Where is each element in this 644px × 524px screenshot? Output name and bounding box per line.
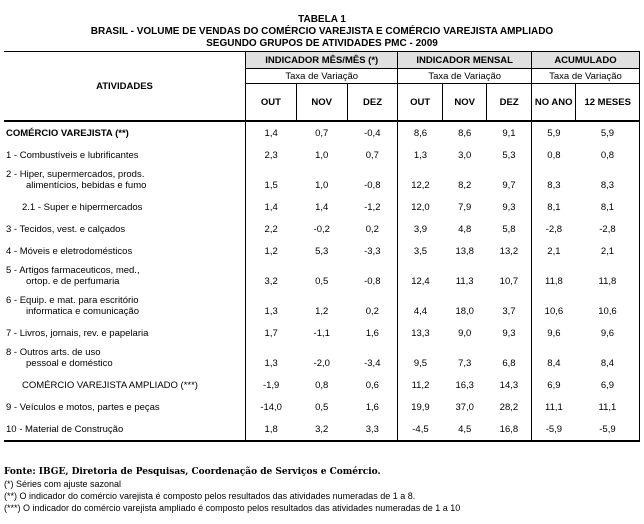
activity-label: 9 - Veículos e motos, partes e peças [6,401,160,413]
value-cell: 5,8 [487,218,531,240]
value-cell: 0,5 [315,401,329,413]
value-cell: 7,3 [458,358,472,369]
value-cell: 1,8 [245,418,296,441]
value-cell: 1,5 [245,180,296,196]
value-cell: 2,1 [531,240,575,262]
column-header-atividades: ATIVIDADES [4,52,245,122]
table-row [4,292,640,306]
value-cell: 11,8 [576,276,640,292]
value-cell: 8,4 [531,358,575,374]
value-cell: 10,6 [531,306,575,322]
value-cell: -3,3 [347,240,398,262]
table-subtitle: SEGUNDO GRUPOS DE ATIVIDADES PMC - 2009 [206,38,438,49]
empty-cell [398,166,442,180]
column-header-dez: DEZ [347,84,398,122]
value-cell: 37,0 [455,401,474,413]
value-cell: -0,8 [347,180,398,196]
activity-label: 3 - Tecidos, vest. e calçados [6,223,126,235]
empty-cell [576,262,640,276]
table-row [4,276,640,292]
empty-cell [296,262,347,276]
value-cell: 0,6 [347,374,398,396]
value-cell: 8,4 [576,358,640,374]
empty-cell [487,262,531,276]
value-cell: -1,2 [347,196,398,218]
value-cell: 1,4 [315,201,329,213]
empty-cell [487,344,531,358]
table-number: TABELA 1 [298,14,346,25]
table-titles [0,14,644,50]
value-cell: 2,1 [576,240,640,262]
activity-label: 2 - Hiper, supermercados, prods. [6,169,145,180]
value-cell: 9,3 [487,196,531,218]
table-row [4,358,640,374]
value-cell: 2,3 [245,144,296,166]
value-cell: 1,2 [315,306,329,317]
table-row [4,218,640,240]
value-cell: -1,1 [313,327,330,339]
value-cell: 1,2 [245,240,296,262]
empty-cell [576,344,640,358]
empty-cell [487,166,531,180]
value-cell: 9,3 [487,322,531,344]
table-row [4,306,640,322]
subheader-taxa-variacao: Taxa de Variação [398,69,531,84]
empty-cell [531,262,575,276]
value-cell: 1,0 [315,180,329,191]
value-cell: 1,3 [398,144,442,166]
value-cell: 11,1 [531,396,575,418]
value-cell: 3,3 [347,418,398,441]
empty-cell [245,344,296,358]
value-cell: -14,0 [245,396,296,418]
subheader-taxa-variacao: Taxa de Variação [245,69,397,84]
column-header-12-meses: 12 MESES [576,84,640,122]
value-cell: 7,9 [458,201,472,213]
value-cell: 13,3 [398,322,442,344]
value-cell: 0,8 [315,379,329,391]
empty-cell [531,166,575,180]
table-row [4,322,640,344]
value-cell: 9,7 [487,180,531,196]
footnote-3: (***) O indicador do comércio varejista ampliado é composto pelos resultados das atividades numeradas de 1 a 10 [4,503,461,513]
value-cell: 3,9 [398,218,442,240]
empty-cell [442,344,486,358]
activity-label: 8 - Outros arts. de uso [6,347,101,358]
value-cell: 1,3 [245,306,296,322]
value-cell: 3,7 [487,306,531,322]
value-cell: 8,1 [531,196,575,218]
value-cell: 10,6 [576,306,640,322]
group-header-acumulado: ACUMULADO [531,52,639,69]
value-cell: -4,5 [398,418,442,441]
value-cell: 2,2 [245,218,296,240]
value-cell: 13,8 [455,245,474,257]
empty-cell [347,262,398,276]
empty-cell [347,166,398,180]
value-cell: -5,9 [531,418,575,441]
table-row [4,262,640,276]
value-cell: -3,4 [347,358,398,374]
value-cell: 12,4 [398,276,442,292]
subheader-taxa-variacao: Taxa de Variação [531,69,639,84]
value-cell: -5,9 [576,418,640,441]
table-body [4,121,640,441]
column-header-out: OUT [398,84,442,122]
value-cell: 6,9 [531,374,575,396]
column-header-out: OUT [245,84,296,122]
table-row [4,418,640,441]
value-cell: 11,2 [398,374,442,396]
value-cell: 9,6 [576,322,640,344]
table-row [4,121,640,144]
value-cell: -1,9 [245,374,296,396]
activity-label: 10 - Material de Construção [4,418,245,441]
value-cell: 4,4 [398,306,442,322]
value-cell: 11,3 [455,276,474,287]
value-cell: 10,7 [487,276,531,292]
value-cell: 3,2 [245,276,296,292]
value-cell: 11,1 [576,396,640,418]
empty-cell [398,292,442,306]
value-cell: 8,3 [531,180,575,196]
value-cell: -2,8 [576,218,640,240]
empty-cell [347,344,398,358]
value-cell: 0,5 [315,276,329,287]
activity-label-continued: alimentícios, bebidas e fumo [26,180,147,191]
table-row [4,240,640,262]
activity-label-continued: pessoal e doméstico [26,358,113,369]
activity-label-continued: informatica e comunicação [26,306,139,317]
value-cell: 4,5 [442,418,486,441]
table-row [4,196,640,218]
value-cell: 5,9 [531,121,575,144]
value-cell: 3,0 [458,149,472,161]
value-cell: 6,9 [576,374,640,396]
activity-label: 6 - Equip. e mat. para escritório [6,295,139,306]
value-cell: -2,0 [313,358,330,369]
group-header-mensal: INDICADOR MENSAL [398,52,531,69]
activity-label: COMÉRCIO VAREJISTA (**) [6,127,129,139]
value-cell: 28,2 [487,396,531,418]
sales-volume-table [4,51,640,442]
source-note: Fonte: IBGE, Diretoria de Pesquisas, Coordenação de Serviços e Comércio. [4,467,381,477]
activity-label-continued: ortop. e de perfumaria [26,276,120,287]
group-header-mes-mes: INDICADOR MÊS/MÊS (*) [245,52,397,69]
value-cell: 1,6 [347,396,398,418]
empty-cell [245,166,296,180]
empty-cell [245,262,296,276]
value-cell: -0,2 [313,223,330,235]
value-cell: 3,5 [398,240,442,262]
activity-label: COMÉRCIO VAREJISTA AMPLIADO (***) [22,379,198,391]
value-cell: -0,8 [347,276,398,292]
table-row [4,180,640,196]
value-cell: 1,4 [245,196,296,218]
empty-cell [487,292,531,306]
empty-cell [442,292,486,306]
value-cell: 1,0 [315,149,329,161]
value-cell: 8,3 [576,180,640,196]
value-cell: 9,6 [531,322,575,344]
empty-cell [398,262,442,276]
value-cell: 8,1 [576,196,640,218]
value-cell: 0,7 [347,144,398,166]
activity-label: 2.1 - Super e hipermercados [22,201,143,213]
value-cell: 8,6 [458,127,472,139]
empty-cell [576,166,640,180]
value-cell: 9,5 [398,358,442,374]
value-cell: 1,7 [245,322,296,344]
value-cell: 11,8 [531,276,575,292]
value-cell: 0,8 [531,144,575,166]
value-cell: -0,4 [347,121,398,144]
value-cell: -2,8 [531,218,575,240]
value-cell: 19,9 [398,396,442,418]
value-cell: 0,2 [347,218,398,240]
value-cell: 13,2 [487,240,531,262]
footnote-2: (**) O indicador do comércio varejista é composto pelos resultados das atividades numeradas de 1 a 8. [4,491,416,501]
table-title: BRASIL - VOLUME DE VENDAS DO COMÉRCIO VAREJISTA E COMÉRCIO VAREJISTA AMPLIADO [90,26,554,37]
table-row [4,144,640,166]
value-cell: 8,2 [458,180,472,191]
value-cell: 14,3 [487,374,531,396]
empty-cell [245,292,296,306]
footnote-1: (*) Séries com ajuste sazonal [4,479,122,489]
column-header-dez: DEZ [487,84,531,122]
value-cell: 9,1 [487,121,531,144]
empty-cell [398,344,442,358]
value-cell: 9,0 [458,327,472,339]
value-cell: 4,8 [458,223,472,235]
empty-cell [442,166,486,180]
empty-cell [296,166,347,180]
empty-cell [531,292,575,306]
activity-label: 5 - Artigos farmaceuticos, med., [6,265,140,276]
column-header-no-ano: NO ANO [531,84,575,122]
value-cell: 6,8 [487,358,531,374]
empty-cell [442,262,486,276]
value-cell: 5,3 [315,245,329,257]
table-row [4,166,640,180]
activity-label: 7 - Livros, jornais, rev. e papelaria [6,327,149,339]
value-cell: 5,3 [487,144,531,166]
activity-label: 1 - Combustíveis e lubrificantes [6,149,139,161]
value-cell: 1,3 [245,358,296,374]
value-cell: 1,4 [245,121,296,144]
table-row [4,396,640,418]
empty-cell [296,292,347,306]
empty-cell [576,292,640,306]
table-row [4,374,640,396]
value-cell: 12,2 [398,180,442,196]
value-cell: 0,2 [347,306,398,322]
column-header-nov: NOV [296,84,347,122]
activity-label: 4 - Móveis e eletrodomésticos [6,245,133,257]
value-cell: 18,0 [455,306,474,317]
column-header-nov: NOV [442,84,486,122]
empty-cell [296,344,347,358]
empty-cell [531,344,575,358]
value-cell: 16,3 [455,379,474,391]
value-cell: 1,6 [347,322,398,344]
value-cell: 0,7 [315,127,329,139]
value-cell: 5,9 [576,121,640,144]
table-footer [4,466,460,514]
value-cell: 12,0 [398,196,442,218]
value-cell: 0,8 [576,144,640,166]
value-cell: 3,2 [296,418,347,441]
value-cell: 8,6 [398,121,442,144]
value-cell: 16,8 [487,418,531,441]
table-row [4,344,640,358]
empty-cell [347,292,398,306]
